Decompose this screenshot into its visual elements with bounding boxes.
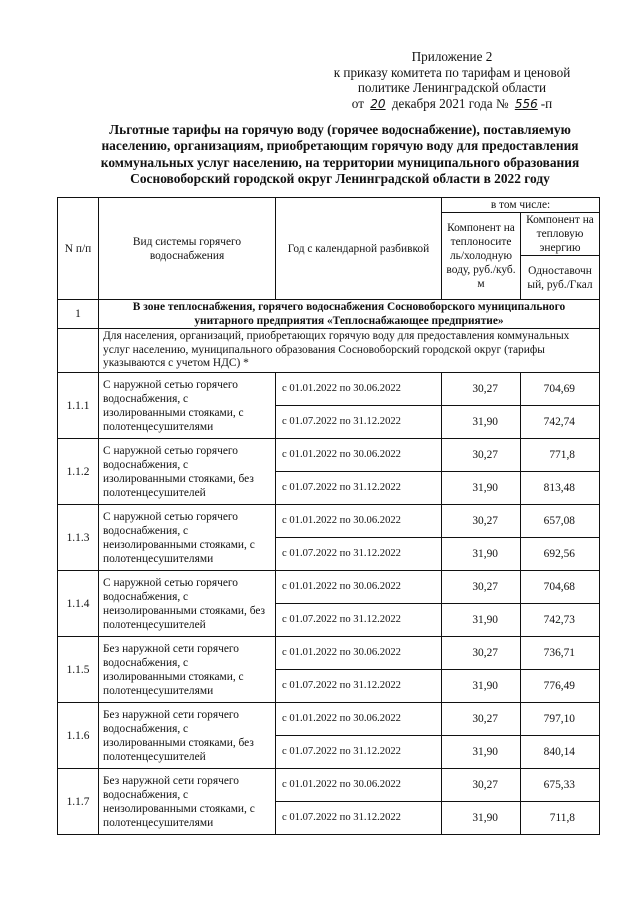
row-number: 1.1.1 [58,373,99,439]
appendix-date-line [302,96,602,113]
date-suffix: -п [540,95,553,111]
row-period-first-half: с 01.01.2022 по 30.06.2022 [276,505,442,538]
row-cold-water-value: 30,27 [442,769,521,802]
header-system: Вид системы горячего водоснабжения [99,198,276,300]
row-cold-water-value: 30,27 [442,571,521,604]
row-system-type: С наружной сетью горячего водоснабжения, с изолированными стояками, с полотенцесушителями [99,373,276,439]
date-middle: декабря 2021 года № [391,95,509,111]
date-prefix: от [351,95,364,111]
header-including: в том числе: [442,198,600,213]
row-cold-water-value: 30,27 [442,637,521,670]
row-system-type: Без наружной сети горячего водоснабжения, с изолированными стояками, с полотенцесушителями [99,637,276,703]
header-num: N п/п [58,198,99,300]
header-heat-component: Компонент на тепловую энергию [521,213,600,256]
appendix-block [302,49,602,112]
row-cold-water-value: 30,27 [442,505,521,538]
row-period-second-half: с 01.07.2022 по 31.12.2022 [276,472,442,505]
row-system-type: С наружной сетью горячего водоснабжения, с изолированными стояками, без полотенцесушителей [99,439,276,505]
row-heat-value: 742,74 [521,406,600,439]
table-row [58,439,600,472]
row-cold-water-value: 31,90 [442,538,521,571]
table-row [58,505,600,538]
consumers-note: Для населения, организаций, приобретающих горячую воду для предоставления коммунальных услуг населению, муниципального образования Сосновоборский городской округ (тарифы указываются с учетом НДС) * [99,329,600,373]
table-row [58,571,600,604]
row-cold-water-value: 31,90 [442,670,521,703]
row-system-type: Без наружной сети горячего водоснабжения, с неизолированными стояками, с полотенцесушителями [99,769,276,835]
row-number: 1.1.5 [58,637,99,703]
row-period-second-half: с 01.07.2022 по 31.12.2022 [276,736,442,769]
row-cold-water-value: 30,27 [442,439,521,472]
row-heat-value: 771,8 [521,439,600,472]
handwritten-day: 20 [370,96,386,111]
row-heat-value: 692,56 [521,538,600,571]
table-row [58,637,600,670]
row-number: 1.1.6 [58,703,99,769]
row-cold-water-value: 30,27 [442,703,521,736]
tariff-table [57,197,600,835]
row-heat-value: 711,8 [521,802,600,835]
row-system-type: С наружной сетью горячего водоснабжения, с неизолированными стояками, с полотенцесушителями [99,505,276,571]
row-period-second-half: с 01.07.2022 по 31.12.2022 [276,802,442,835]
row-heat-value: 797,10 [521,703,600,736]
table-row [58,769,600,802]
row-period-first-half: с 01.01.2022 по 30.06.2022 [276,439,442,472]
table-row [58,703,600,736]
row-heat-value: 704,69 [521,373,600,406]
row-number: 1.1.7 [58,769,99,835]
header-year: Год с календарной разбивкой [276,198,442,300]
section-title: В зоне теплоснабжения, горячего водоснабжения Сосновоборского муниципального унитарного предприятия «Теплоснабжающее предприятие» [99,300,600,329]
header-heat-rate: Одноставочн ый, руб./Гкал [521,256,600,300]
appendix-title: Приложение 2 [411,49,493,64]
table-row [58,373,600,406]
row-period-first-half: с 01.01.2022 по 30.06.2022 [276,373,442,406]
row-heat-value: 776,49 [521,670,600,703]
row-period-first-half: с 01.01.2022 по 30.06.2022 [276,769,442,802]
row-period-first-half: с 01.01.2022 по 30.06.2022 [276,637,442,670]
row-system-type: С наружной сетью горячего водоснабжения, с неизолированными стояками, без полотенцесушителей [99,571,276,637]
row-cold-water-value: 31,90 [442,802,521,835]
row-heat-value: 840,14 [521,736,600,769]
row-period-second-half: с 01.07.2022 по 31.12.2022 [276,406,442,439]
row-period-second-half: с 01.07.2022 по 31.12.2022 [276,604,442,637]
row-cold-water-value: 31,90 [442,406,521,439]
row-heat-value: 813,48 [521,472,600,505]
row-period-second-half: с 01.07.2022 по 31.12.2022 [276,670,442,703]
row-cold-water-value: 31,90 [442,604,521,637]
row-cold-water-value: 31,90 [442,736,521,769]
document-title: Льготные тарифы на горячую воду (горячее водоснабжение), поставляемую населению, организациям, приобретающим горячую воду для предоставления коммунальных услуг населению, на территории муниципального образования Сосновоборский городской округ Ленинградской области в 2022 году [100,122,580,187]
appendix-order-line: к приказу комитета по тарифам и ценовой [333,64,571,80]
row-number: 1.1.4 [58,571,99,637]
header-cold-component: Компонент на теплоносите ль/холодную воду, руб./куб. м [442,213,521,300]
row-heat-value: 657,08 [521,505,600,538]
section-num: 1 [58,300,99,329]
handwritten-order-number: 556 [514,96,538,111]
row-period-second-half: с 01.07.2022 по 31.12.2022 [276,538,442,571]
row-period-first-half: с 01.01.2022 по 30.06.2022 [276,571,442,604]
row-number: 1.1.3 [58,505,99,571]
row-system-type: Без наружной сети горячего водоснабжения, с изолированными стояками, без полотенцесушителей [99,703,276,769]
row-heat-value: 675,33 [521,769,600,802]
row-heat-value: 736,71 [521,637,600,670]
row-cold-water-value: 31,90 [442,472,521,505]
row-heat-value: 704,68 [521,571,600,604]
row-period-first-half: с 01.01.2022 по 30.06.2022 [276,703,442,736]
row-number: 1.1.2 [58,439,99,505]
row-heat-value: 742,73 [521,604,600,637]
consumers-num-cell [58,329,99,373]
row-cold-water-value: 30,27 [442,373,521,406]
appendix-committee-line: политике Ленинградской области [357,80,547,96]
